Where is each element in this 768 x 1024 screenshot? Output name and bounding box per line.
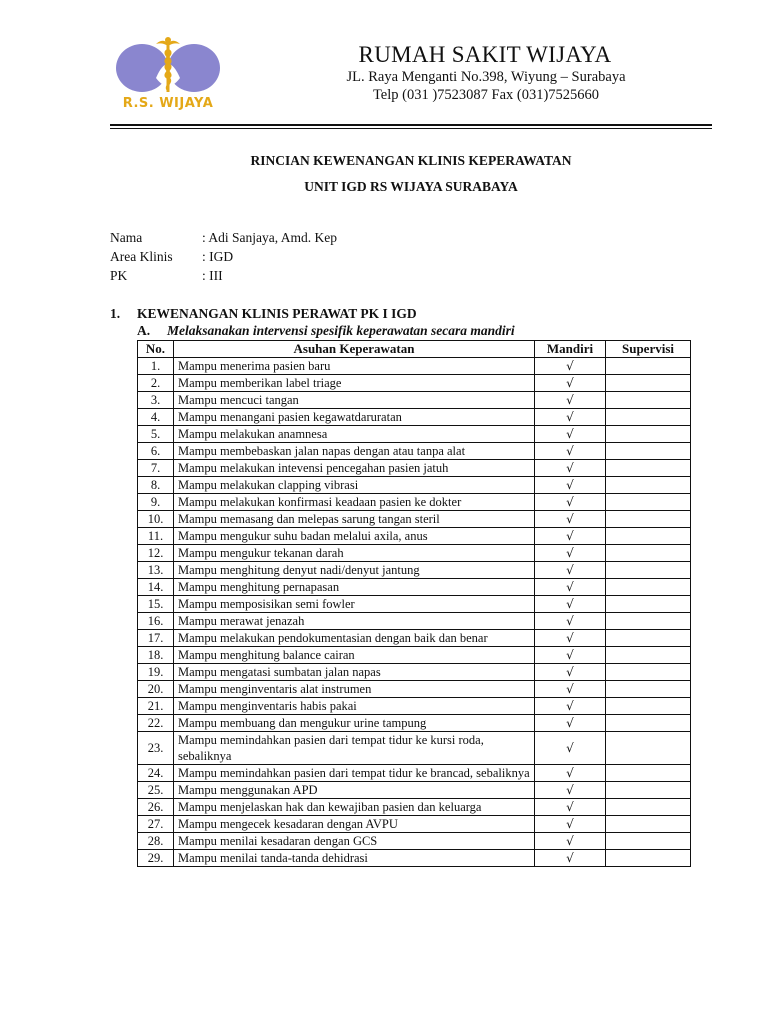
row-description: Mampu menghitung pernapasan (174, 579, 535, 596)
row-number: 4. (138, 409, 174, 426)
table-row (138, 477, 691, 494)
row-description: Mampu menginventaris alat instrumen (174, 681, 535, 698)
supervisi-check (606, 613, 691, 630)
mandiri-check: √ (535, 511, 606, 528)
row-number: 11. (138, 528, 174, 545)
row-number: 23. (138, 732, 174, 765)
row-description: Mampu mencuci tangan (174, 392, 535, 409)
table-row (138, 698, 691, 715)
mandiri-check: √ (535, 375, 606, 392)
info-value: : III (202, 268, 223, 283)
info-label: Area Klinis (110, 249, 173, 264)
row-description: Mampu melakukan clapping vibrasi (174, 477, 535, 494)
supervisi-check (606, 698, 691, 715)
mandiri-check: √ (535, 596, 606, 613)
row-number: 26. (138, 799, 174, 816)
row-number: 10. (138, 511, 174, 528)
info-value: : IGD (202, 249, 234, 264)
mandiri-check: √ (535, 681, 606, 698)
row-description: Mampu memberikan label triage (174, 375, 535, 392)
section-title: KEWENANGAN KLINIS PERAWAT PK I IGD (137, 306, 417, 321)
row-number: 21. (138, 698, 174, 715)
table-row (138, 409, 691, 426)
row-number: 29. (138, 850, 174, 867)
supervisi-check (606, 596, 691, 613)
table-row (138, 494, 691, 511)
table-row (138, 816, 691, 833)
supervisi-check (606, 460, 691, 477)
row-number: 1. (138, 358, 174, 375)
row-description: Mampu menghitung balance cairan (174, 647, 535, 664)
table-row (138, 799, 691, 816)
row-number: 2. (138, 375, 174, 392)
table-row (138, 647, 691, 664)
table-row (138, 850, 691, 867)
row-description: Mampu menjelaskan hak dan kewajiban pasien dan keluarga (174, 799, 535, 816)
header-supervisi: Supervisi (606, 341, 691, 358)
document-subtitle: UNIT IGD RS WIJAYA SURABAYA (304, 179, 518, 194)
row-description: Mampu memasang dan melepas sarung tangan steril (174, 511, 535, 528)
supervisi-check (606, 850, 691, 867)
mandiri-check: √ (535, 816, 606, 833)
table-row (138, 613, 691, 630)
header-asuhan: Asuhan Keperawatan (174, 341, 535, 358)
mandiri-check: √ (535, 409, 606, 426)
header-mandiri: Mandiri (535, 341, 606, 358)
row-number: 13. (138, 562, 174, 579)
table-row (138, 511, 691, 528)
mandiri-check: √ (535, 799, 606, 816)
supervisi-check (606, 392, 691, 409)
row-description: Mampu mengatasi sumbatan jalan napas (174, 664, 535, 681)
table-row (138, 392, 691, 409)
supervisi-check (606, 715, 691, 732)
mandiri-check: √ (535, 562, 606, 579)
logo-text: R.S. WIJAYA (122, 96, 214, 111)
supervisi-check (606, 426, 691, 443)
hospital-name: RUMAH SAKIT WIJAYA (358, 42, 612, 67)
supervisi-check (606, 443, 691, 460)
document-title: RINCIAN KEWENANGAN KLINIS KEPERAWATAN (250, 153, 572, 168)
table-row (138, 443, 691, 460)
table-row (138, 681, 691, 698)
supervisi-check (606, 477, 691, 494)
supervisi-check (606, 799, 691, 816)
table-row (138, 579, 691, 596)
table-row (138, 358, 691, 375)
row-description: Mampu mengecek kesadaran dengan AVPU (174, 816, 535, 833)
mandiri-check: √ (535, 732, 606, 765)
section-number: 1. (110, 306, 121, 321)
table-row (138, 732, 691, 765)
supervisi-check (606, 681, 691, 698)
row-number: 15. (138, 596, 174, 613)
row-description: Mampu membuang dan mengukur urine tampung (174, 715, 535, 732)
mandiri-check: √ (535, 460, 606, 477)
row-description: Mampu menangani pasien kegawatdaruratan (174, 409, 535, 426)
row-description: Mampu melakukan anamnesa (174, 426, 535, 443)
row-number: 6. (138, 443, 174, 460)
table-row (138, 630, 691, 647)
row-number: 24. (138, 765, 174, 782)
row-description: Mampu memindahkan pasien dari tempat tidur ke brancad, sebaliknya (174, 765, 535, 782)
row-number: 16. (138, 613, 174, 630)
row-description: Mampu melakukan intevensi pencegahan pasien jatuh (174, 460, 535, 477)
table-header-row (138, 341, 691, 358)
subsection-letter: A. (137, 323, 151, 338)
mandiri-check: √ (535, 528, 606, 545)
table-row (138, 375, 691, 392)
table-row (138, 545, 691, 562)
row-number: 9. (138, 494, 174, 511)
row-description: Mampu membebaskan jalan napas dengan atau tanpa alat (174, 443, 535, 460)
info-label: PK (110, 268, 128, 283)
mandiri-check: √ (535, 782, 606, 799)
table-row (138, 596, 691, 613)
logo-right-wing (168, 44, 220, 92)
supervisi-check (606, 647, 691, 664)
supervisi-check (606, 579, 691, 596)
row-number: 20. (138, 681, 174, 698)
header-no: No. (138, 341, 174, 358)
row-number: 3. (138, 392, 174, 409)
mandiri-check: √ (535, 443, 606, 460)
row-description: Mampu memindahkan pasien dari tempat tidur ke kursi roda, sebaliknya (174, 732, 535, 765)
table-row (138, 765, 691, 782)
mandiri-check: √ (535, 765, 606, 782)
competency-table (137, 340, 691, 867)
header-divider-thin (110, 128, 712, 129)
row-number: 27. (138, 816, 174, 833)
row-description: Mampu melakukan pendokumentasian dengan baik dan benar (174, 630, 535, 647)
header-divider (110, 124, 712, 126)
table-row (138, 833, 691, 850)
row-number: 25. (138, 782, 174, 799)
row-number: 14. (138, 579, 174, 596)
row-number: 5. (138, 426, 174, 443)
supervisi-check (606, 562, 691, 579)
supervisi-check (606, 630, 691, 647)
info-value: : Adi Sanjaya, Amd. Kep (202, 230, 337, 245)
row-number: 12. (138, 545, 174, 562)
mandiri-check: √ (535, 613, 606, 630)
supervisi-check (606, 816, 691, 833)
row-description: Mampu memposisikan semi fowler (174, 596, 535, 613)
supervisi-check (606, 833, 691, 850)
mandiri-check: √ (535, 698, 606, 715)
supervisi-check (606, 528, 691, 545)
supervisi-check (606, 511, 691, 528)
row-number: 18. (138, 647, 174, 664)
supervisi-check (606, 664, 691, 681)
row-description: Mampu menilai tanda-tanda dehidrasi (174, 850, 535, 867)
mandiri-check: √ (535, 426, 606, 443)
table-row (138, 528, 691, 545)
table-row (138, 664, 691, 681)
supervisi-check (606, 494, 691, 511)
row-number: 22. (138, 715, 174, 732)
table-row (138, 715, 691, 732)
hospital-telp: Telp (031 )7523087 Fax (031)7525660 (372, 87, 600, 103)
row-description: Mampu menggunakan APD (174, 782, 535, 799)
supervisi-check (606, 782, 691, 799)
table-row (138, 426, 691, 443)
mandiri-check: √ (535, 850, 606, 867)
row-description: Mampu menghitung denyut nadi/denyut jantung (174, 562, 535, 579)
subsection-title: Melaksanakan intervensi spesifik keperawatan secara mandiri (167, 323, 515, 338)
mandiri-check: √ (535, 833, 606, 850)
mandiri-check: √ (535, 715, 606, 732)
table-row (138, 782, 691, 799)
mandiri-check: √ (535, 358, 606, 375)
row-description: Mampu menerima pasien baru (174, 358, 535, 375)
row-number: 7. (138, 460, 174, 477)
row-description: Mampu menginventaris habis pakai (174, 698, 535, 715)
supervisi-check (606, 375, 691, 392)
row-description: Mampu mengukur tekanan darah (174, 545, 535, 562)
row-number: 17. (138, 630, 174, 647)
hospital-logo (112, 34, 224, 116)
row-description: Mampu mengukur suhu badan melalui axila, anus (174, 528, 535, 545)
mandiri-check: √ (535, 630, 606, 647)
hospital-address: JL. Raya Menganti No.398, Wiyung – Surabaya (346, 69, 626, 85)
logo-left-wing (116, 44, 168, 92)
table-row (138, 460, 691, 477)
supervisi-check (606, 545, 691, 562)
mandiri-check: √ (535, 494, 606, 511)
mandiri-check: √ (535, 392, 606, 409)
mandiri-check: √ (535, 545, 606, 562)
info-label: Nama (110, 230, 143, 245)
supervisi-check (606, 732, 691, 765)
mandiri-check: √ (535, 477, 606, 494)
supervisi-check (606, 409, 691, 426)
mandiri-check: √ (535, 647, 606, 664)
row-description: Mampu merawat jenazah (174, 613, 535, 630)
row-description: Mampu melakukan konfirmasi keadaan pasien ke dokter (174, 494, 535, 511)
supervisi-check (606, 765, 691, 782)
mandiri-check: √ (535, 664, 606, 681)
row-number: 8. (138, 477, 174, 494)
logo-emblem-icon (112, 34, 224, 96)
row-number: 19. (138, 664, 174, 681)
row-number: 28. (138, 833, 174, 850)
row-description: Mampu menilai kesadaran dengan GCS (174, 833, 535, 850)
mandiri-check: √ (535, 579, 606, 596)
supervisi-check (606, 358, 691, 375)
table-row (138, 562, 691, 579)
